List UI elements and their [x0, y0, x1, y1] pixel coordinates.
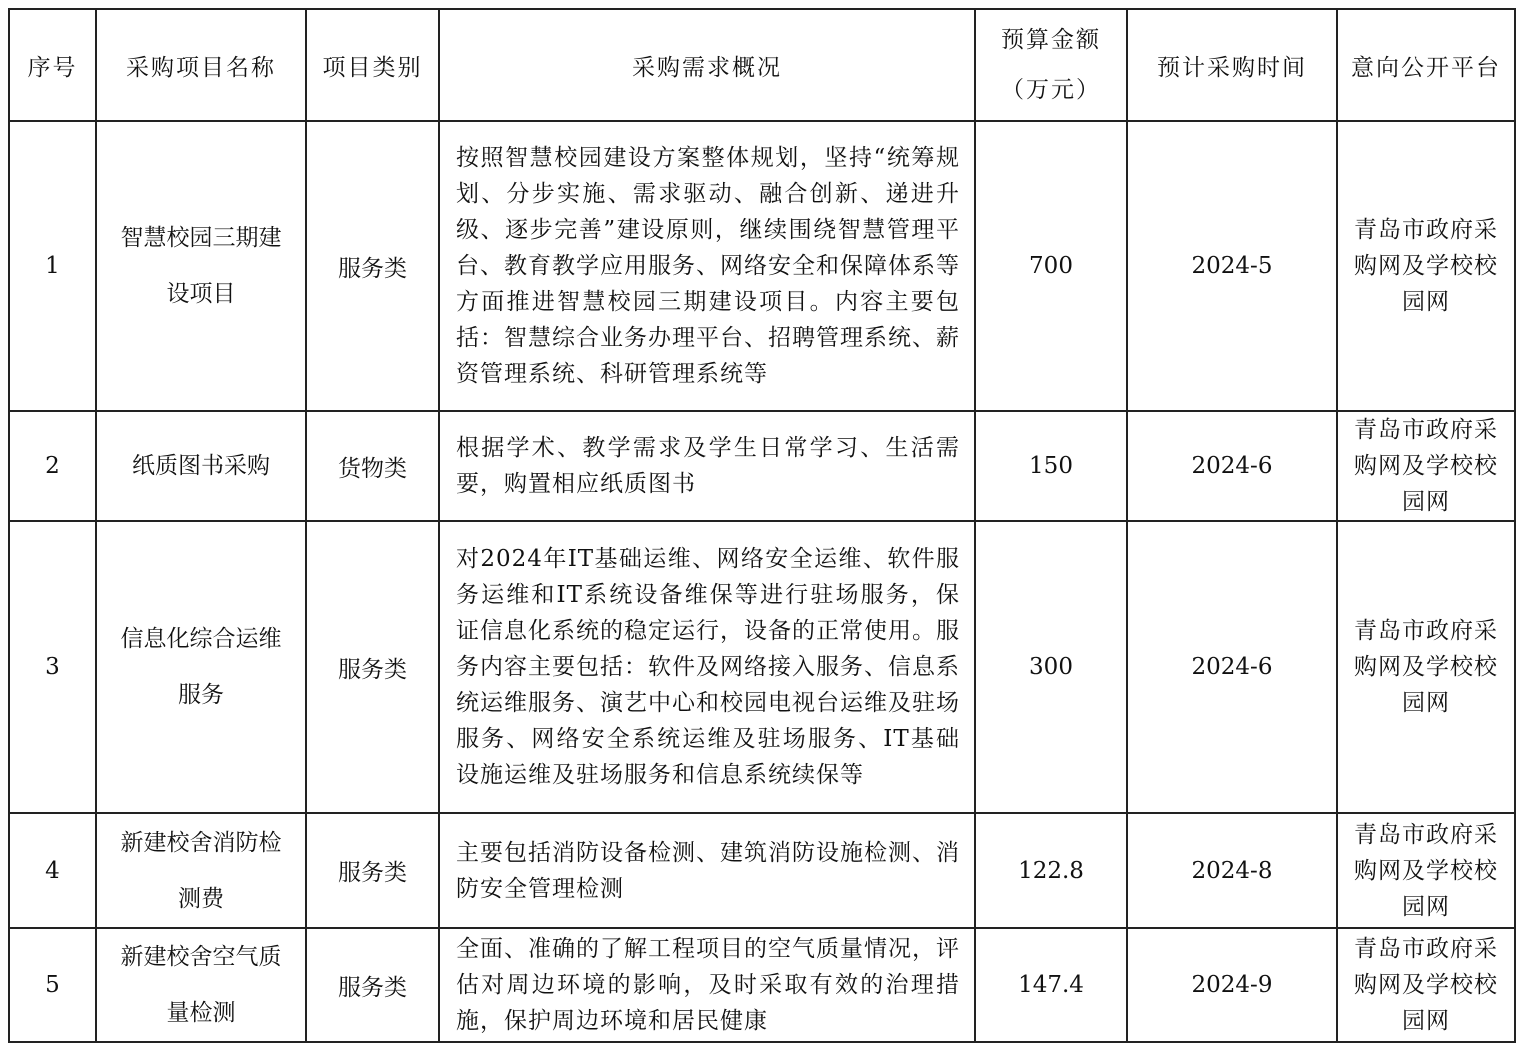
row-category: 服务类: [306, 521, 439, 813]
row-category: 服务类: [306, 813, 439, 928]
row-summary: 按照智慧校园建设方案整体规划，坚持“统筹规划、分步实施、需求驱动、融合创新、递进升级、逐步完善”建设原则，继续围绕智慧管理平台、教育教学应用服务、网络安全和保障体系等方面推进智慧校园三期建设项目。内容主要包括：智慧综合业务办理平台、招聘管理系统、薪资管理系统、科研管理系统等: [439, 121, 975, 411]
row-platform: 青岛市政府采购网及学校校园网: [1337, 521, 1515, 813]
row-budget: 147.4: [975, 928, 1127, 1042]
row-name: 纸质图书采购: [96, 411, 306, 521]
header-name: 采购项目名称: [96, 9, 306, 121]
header-budget-line1: 预算金额: [1001, 27, 1101, 53]
row-index: 1: [9, 121, 96, 411]
row-category: 货物类: [306, 411, 439, 521]
row-index: 4: [9, 813, 96, 928]
row-name: 新建校舍空气质量检测: [96, 928, 306, 1042]
row-name: 智慧校园三期建设项目: [96, 121, 306, 411]
row-time: 2024-8: [1127, 813, 1337, 928]
table-row: [9, 813, 1515, 928]
row-summary: 对2024年IT基础运维、网络安全运维、软件服务运维和IT系统设备维保等进行驻场服务，保证信息化系统的稳定运行，设备的正常使用。服务内容主要包括：软件及网络接入服务、信息系统运维服务、演艺中心和校园电视台运维及驻场服务、网络安全系统运维及驻场服务、IT基础设施运维及驻场服务和信息系统续保等: [439, 521, 975, 813]
row-time: 2024-5: [1127, 121, 1337, 411]
header-platform: 意向公开平台: [1337, 9, 1515, 121]
table-row: [9, 928, 1515, 1042]
row-summary: 主要包括消防设备检测、建筑消防设施检测、消防安全管理检测: [439, 813, 975, 928]
row-index: 2: [9, 411, 96, 521]
header-time: 预计采购时间: [1127, 9, 1337, 121]
procurement-intention-table: [8, 8, 1516, 1043]
header-index: 序号: [9, 9, 96, 121]
header-budget-line2: （万元）: [1001, 77, 1101, 103]
row-summary: 根据学术、教学需求及学生日常学习、生活需要，购置相应纸质图书: [439, 411, 975, 521]
header-category: 项目类别: [306, 9, 439, 121]
row-time: 2024-6: [1127, 411, 1337, 521]
row-platform: 青岛市政府采购网及学校校园网: [1337, 928, 1515, 1042]
row-category: 服务类: [306, 928, 439, 1042]
row-index: 3: [9, 521, 96, 813]
table-row: [9, 121, 1515, 411]
row-time: 2024-6: [1127, 521, 1337, 813]
row-platform: 青岛市政府采购网及学校校园网: [1337, 411, 1515, 521]
header-budget: [975, 9, 1127, 121]
row-budget: 122.8: [975, 813, 1127, 928]
row-platform: 青岛市政府采购网及学校校园网: [1337, 813, 1515, 928]
row-budget: 700: [975, 121, 1127, 411]
row-platform: 青岛市政府采购网及学校校园网: [1337, 121, 1515, 411]
header-row: [9, 9, 1515, 121]
table-row: [9, 521, 1515, 813]
table-row: [9, 411, 1515, 521]
header-summary: 采购需求概况: [439, 9, 975, 121]
row-name: 信息化综合运维服务: [96, 521, 306, 813]
row-category: 服务类: [306, 121, 439, 411]
procurement-table-wrapper: [8, 8, 1516, 1043]
row-budget: 300: [975, 521, 1127, 813]
row-index: 5: [9, 928, 96, 1042]
row-budget: 150: [975, 411, 1127, 521]
row-summary: 全面、准确的了解工程项目的空气质量情况，评估对周边环境的影响，及时采取有效的治理措施，保护周边环境和居民健康: [439, 928, 975, 1042]
row-time: 2024-9: [1127, 928, 1337, 1042]
row-name: 新建校舍消防检测费: [96, 813, 306, 928]
